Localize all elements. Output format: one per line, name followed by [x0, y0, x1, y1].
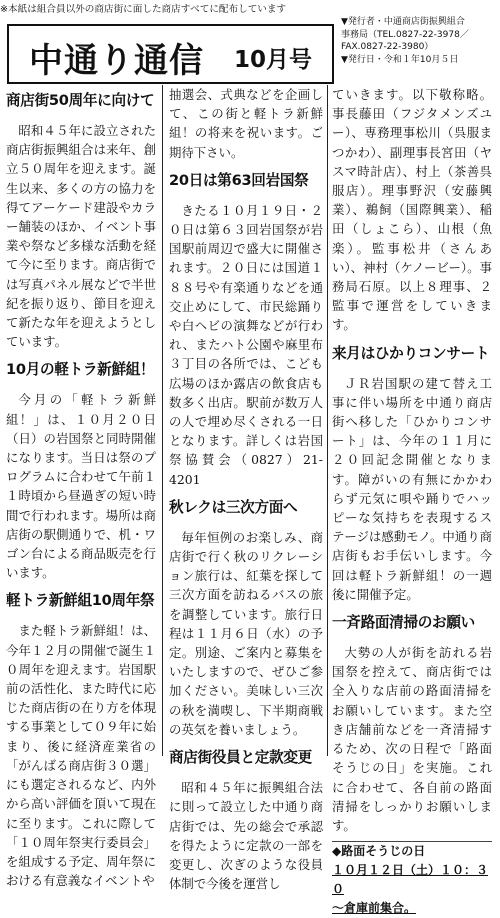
article-paragraph: ていきます。以下敬称略。事長藤田（フジタメンズユー）、専務理事松川（呉服まつかわ）、副理事長宮田（ヤスマ時計店）、村上（茶善呉服店）。理事野沢（安藤興業）、鵜飼（国際興業）、稲田（しょこら）、山根（魚楽）。監事松井（さんあい）、神村（ケノービー）。事務局石原。以上８理事、２監事で運営をしていきます。	[332, 87, 492, 333]
publisher-line: 事務局（TEL.0827-22-3978／	[341, 29, 469, 40]
publisher-line: FAX.0827-22-3980）	[341, 42, 434, 52]
article-heading: 商店街役員と定款変更	[169, 749, 312, 767]
article-heading: 秋レクは三次方面へ	[169, 498, 298, 516]
article-heading: 10月の軽トラ新鮮組！	[6, 361, 155, 379]
article-heading: 商店街50周年に向けて	[6, 92, 155, 109]
article-paragraph: きたる１０月１９日・２０日は第６３回岩国祭が岩国駅前周辺で盛大に開催されます。２０日には国道１８８号や有楽通りなどを通交止めにして、市民総踊りや白ヘビの演舞などが行われ、またハト公園や麻里布３丁目の各所では、こども広場のほか露店の飲食店も数多く出店。駅前が数万人の人で埋め尽くされる一日となります。詳しくは岩国祭協賛会（0827）21-4201	[169, 202, 323, 487]
column-divider	[162, 85, 163, 756]
article-heading: 軽トラ新鮮組10周年祭	[6, 592, 155, 610]
schedule-note: ～倉庫前集合。	[332, 901, 417, 916]
publisher-line: ▼発行者・中通商店街振興組合	[341, 17, 465, 27]
newsletter-title: 中通り通信	[29, 41, 204, 81]
publisher-info	[341, 16, 500, 66]
column-1	[6, 85, 156, 889]
article-heading: 来月はひかりコンサート	[332, 344, 490, 362]
article-paragraph: ＪＲ岩国駅の建て替え工事に伴い場所を中通り商店街へ移した「ひかりコンサート」は、今年の１１月に２０回記念開催となります。障がいの有無にかかわらず元気に唄や踊りでハッピーな気持ちを表現するステージは感動モノ。中通り商店街もお手伝いします。今回は軽トラ新鮮組！の一週後に開催予定。	[332, 375, 492, 602]
masthead	[7, 24, 334, 84]
article-paragraph: 抽選会、式典などを企画して、この街と軽トラ新鮮組！の将来を祝います。ご期待下さい。	[169, 87, 323, 160]
article-paragraph: 毎年恒例のお楽しみ、商店街で行く秋のリクレーション旅行は、紅葉を探して三次方面を訪ねるバスの旅を調整しています。旅行日程は１１月６日（水）の予定。別途、ご案内と募集をいたしますので、ぜひご参加ください。美味しい三次の秋を満喫し、下半期商戦の英気を養いましょう。	[169, 529, 323, 737]
issue-label: 10月号	[234, 47, 313, 73]
article-paragraph: 今月の「軽トラ新鮮組！」は、１０月２０日（日）の岩国祭と同時開催になります。当日は祭のプログラムに合わせて午前１１時頃から昼過ぎの短い時間で行われます。場所は商店街の駅側通りで、机・ワゴン台による商品販売を行います。	[6, 392, 156, 581]
publisher-line: ▼発行日・令和１年10月５日	[341, 54, 459, 65]
article-paragraph: 昭和４５年に振興組合法に則って設立した中通り商店街では、先の総会で承認を得たように定款の一部を変更し、次ぎのような役員体制で今後を運営し	[169, 780, 323, 892]
schedule-datetime: １０月１２日（土）１０：３０	[332, 863, 489, 897]
cleanup-schedule	[332, 842, 492, 918]
column-divider	[327, 85, 328, 756]
article-paragraph: 昭和４５年に設立された商店街振興組合は来年、創立５０周年を迎えます。誕生以来、多くの方の協力を得てアーケード建設やカラー舗装のほか、イベント事業や祭など多様な活動を経て今に至ります。商店街では写真パネル展などで半世紀を振り返り、節目を迎えて新たな年を迎えようとしています。	[6, 123, 156, 350]
schedule-title: ◆路面そうじの日	[332, 844, 426, 859]
article-heading: 20日は第63回岩国祭	[169, 171, 309, 189]
article-heading: 一斉路面清掃のお願い	[332, 614, 475, 632]
article-paragraph: 大勢の人が街を訪れる岩国祭を控えて、商店街では全入りな店前の路面清掃をお願いしています。また空き店舗前などを一斉清掃するため、次の日程で「路面そうじの日」を実施。これに合わせて、各自前の路面清掃をしっかりお願いします。	[332, 645, 492, 833]
column-3	[332, 85, 492, 916]
column-2	[169, 85, 323, 892]
article-paragraph: また軽トラ新鮮組！は、今年１２月の開催で誕生１０周年を迎えます。岩国駅前の活性化、また時代に応じた商店街の在り方を体現する事業として０９年に始まり、後に経済産業省の「がんばる商店街３０選」にも選定されるなど、内外から高い評価を頂いて現在に至ります。これに際して「１０周年祭実行委員会」を組成する予定、周年祭における有意義なイベントや	[6, 623, 156, 889]
distribution-notice: ※本紙は組合員以外の商店街に面した商店すべてに配布しています	[0, 4, 287, 15]
